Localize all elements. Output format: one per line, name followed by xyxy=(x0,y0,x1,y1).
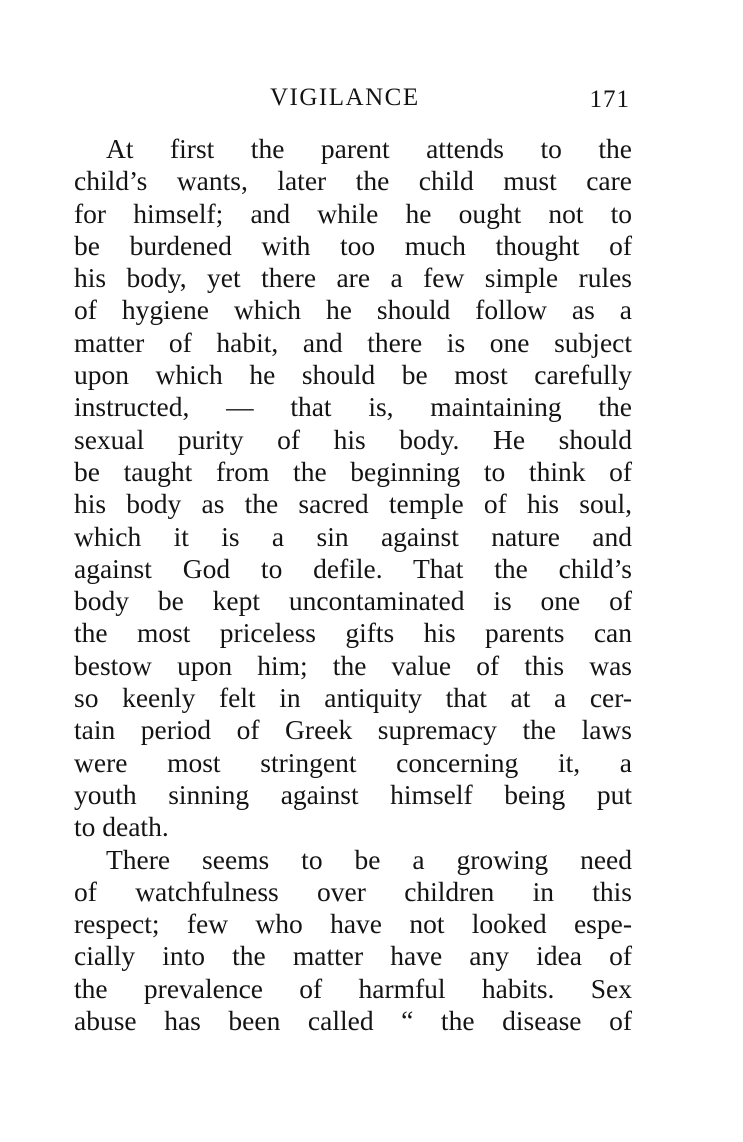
text-line: upon which he should be most carefully xyxy=(74,359,632,391)
running-head xyxy=(74,84,632,120)
text-line: were most stringent concerning it, a xyxy=(74,746,632,778)
body-text xyxy=(74,133,632,1037)
text-line: instructed, — that is, maintaining the xyxy=(74,391,632,423)
text-line: body be kept uncontaminated is one of xyxy=(74,585,632,617)
text-line: the prevalence of harmful habits. Sex xyxy=(74,972,632,1004)
text-line: sexual purity of his body. He should xyxy=(74,423,632,455)
text-line: his body as the sacred temple of his soul, xyxy=(74,488,632,520)
text-line: abuse has been called “ the disease of xyxy=(74,1005,632,1037)
text-line: tain period of Greek supremacy the laws xyxy=(74,714,632,746)
text-line: At first the parent attends to the xyxy=(106,133,632,164)
text-line: to death. xyxy=(74,811,169,843)
text-line: cially into the matter have any idea of xyxy=(74,940,632,972)
text-line: child’s wants, later the child must care xyxy=(74,165,632,197)
text-line: the most priceless gifts his parents can xyxy=(74,617,632,649)
text-line: bestow upon him; the value of this was xyxy=(74,649,632,681)
text-line: which it is a sin against nature and xyxy=(74,520,632,552)
text-line: his body, yet there are a few simple rules xyxy=(74,262,632,294)
text-line: There seems to be a growing need xyxy=(106,843,632,875)
page-number: 171 xyxy=(589,86,630,113)
text-line: so keenly felt in antiquity that at a cer- xyxy=(74,682,632,714)
text-line: matter of habit, and there is one subject xyxy=(74,326,632,358)
text-line: for himself; and while he ought not to xyxy=(74,197,632,229)
text-line: of watchfulness over children in this xyxy=(74,875,632,907)
chapter-title: VIGILANCE xyxy=(270,84,420,111)
text-line: be taught from the beginning to think of xyxy=(74,455,632,487)
text-line: respect; few who have not looked espe- xyxy=(74,908,632,940)
text-line: be burdened with too much thought of xyxy=(74,229,632,261)
text-line: against God to defile. That the child’s xyxy=(74,552,632,584)
text-line: of hygiene which he should follow as a xyxy=(74,294,632,326)
text-line: youth sinning against himself being put xyxy=(74,778,632,810)
